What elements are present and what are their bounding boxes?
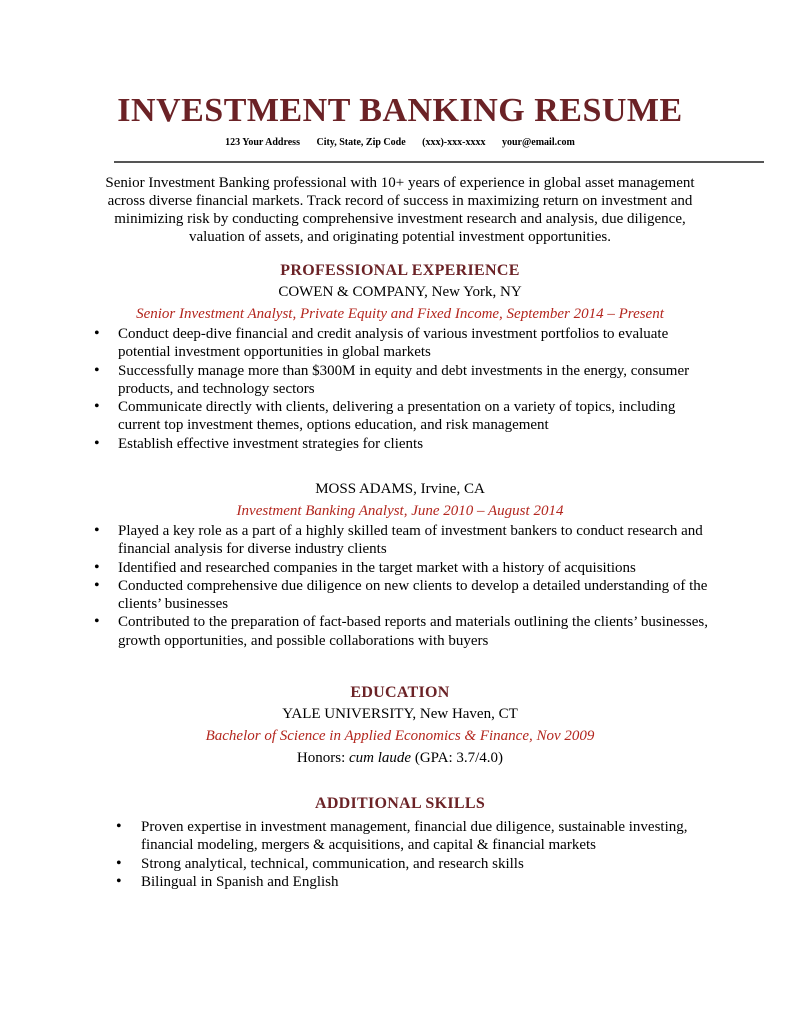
honors-label: Honors: [296, 750, 350, 766]
job-role: Investment Banking Analyst, June 2010 – August 2014 [236, 503, 564, 519]
experience-job-2 [90, 478, 710, 650]
contact-line [0, 137, 800, 148]
list-item: • Played a key role as a part of a highly skilled team of investment bankers to conduct research and financial analysis for diverse industry clients [90, 522, 710, 559]
summary: Senior Investment Banking professional with 10+ years of experience in global asset management across diverse financial markets. Track record of success in maximizing return on investment and minimizing risk by conducting comprehensive investment research and analysis, due diligence, valuation of assets, and originating potential investment opportunities. [105, 175, 695, 245]
divider [114, 161, 764, 163]
list-item: • Identified and researched companies in the target market with a history of acquisitions [90, 559, 710, 577]
school: YALE UNIVERSITY, New Haven, CT [282, 706, 518, 722]
job-bullets [90, 522, 710, 650]
education-section [90, 683, 710, 769]
list-item: • Successfully manage more than $300M in equity and debt investments in the energy, consumer products, and technology sectors [90, 362, 710, 399]
job-bullets [90, 325, 710, 453]
address: 123 Your Address [225, 137, 300, 148]
section-heading: ADDITIONAL SKILLS [314, 795, 486, 812]
list-item: • Conducted comprehensive due diligence on new clients to develop a detailed understanding of the clients’ businesses [90, 577, 710, 614]
skills-section [90, 794, 710, 891]
job-role: Senior Investment Analyst, Private Equity and Fixed Income, September 2014 – Present [136, 306, 664, 322]
honors [90, 747, 710, 769]
list-item: • Bilingual in Spanish and English [90, 873, 710, 891]
resume-title: INVESTMENT BANKING RESUME [117, 92, 683, 129]
section-heading: PROFESSIONAL EXPERIENCE [280, 262, 520, 279]
list-item: • Contributed to the preparation of fact-based reports and materials outlining the clients’ businesses, growth opportunities, and possible collaborations with buyers [90, 613, 710, 650]
gpa: (GPA: 3.7/4.0) [411, 750, 504, 766]
skills-list [90, 818, 710, 891]
list-item: • Proven expertise in investment management, financial due diligence, sustainable investing, financial modeling, mergers & acquisitions, and capital & financial markets [90, 818, 710, 855]
phone: (xxx)-xxx-xxxx [422, 137, 486, 148]
city-state-zip: City, State, Zip Code [316, 137, 406, 148]
section-heading: EDUCATION [350, 684, 450, 701]
list-item: • Strong analytical, technical, communication, and research skills [90, 855, 710, 873]
list-item: • Conduct deep-dive financial and credit analysis of various investment portfolios to evaluate potential investment opportunities in global markets [90, 325, 710, 362]
experience-section [90, 261, 710, 453]
list-item: • Communicate directly with clients, delivering a presentation on a variety of topics, including current top investment themes, options education, and risk management [90, 398, 710, 435]
company: MOSS ADAMS, Irvine, CA [315, 481, 485, 497]
email: your@email.com [501, 137, 575, 148]
honors-value: cum laude [349, 750, 412, 766]
company: COWEN & COMPANY, New York, NY [278, 284, 522, 300]
list-item: • Establish effective investment strategies for clients [90, 435, 710, 453]
degree: Bachelor of Science in Applied Economics & Finance, Nov 2009 [205, 728, 595, 744]
